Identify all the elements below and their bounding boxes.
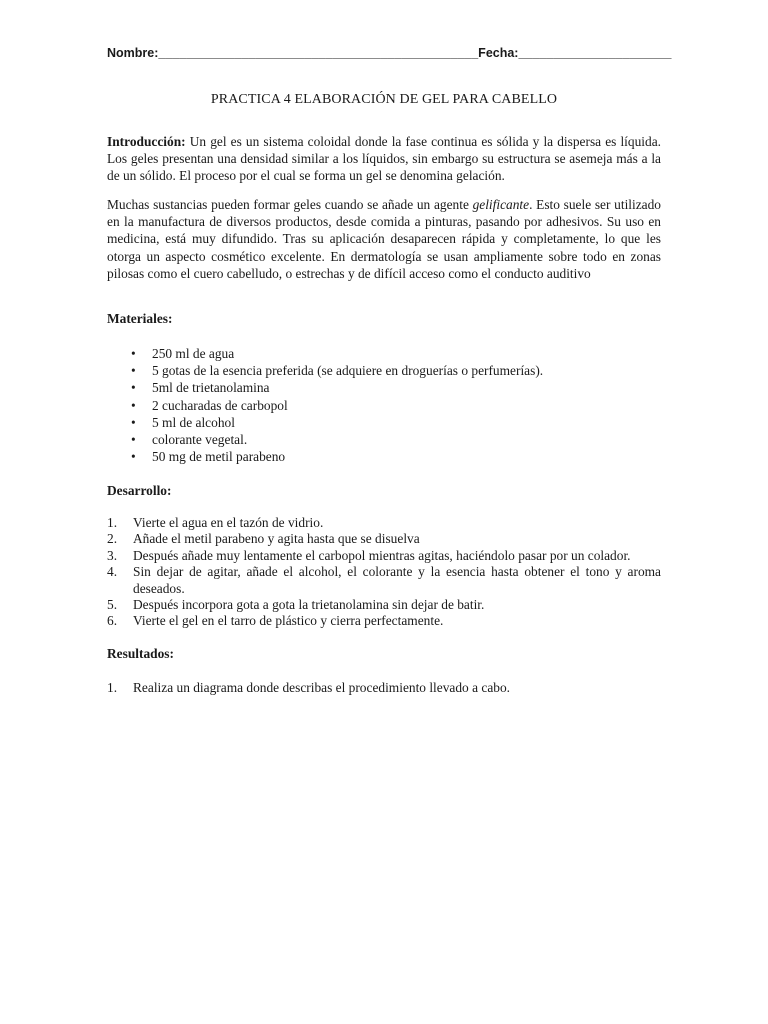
list-item (107, 613, 661, 629)
step-number: 5. (107, 597, 118, 613)
development-heading: Desarrollo: (107, 483, 172, 498)
bullet-icon: • (131, 380, 136, 396)
step-text: Después incorpora gota a gota la trietanolamina sin dejar de batir. (133, 597, 485, 613)
introduction-label: Introducción: (107, 134, 186, 149)
materials-heading: Materiales: (107, 311, 173, 326)
document-title: PRACTICA 4 ELABORACIÓN DE GEL PARA CABELLO (210, 92, 558, 107)
introduction-text: Un gel es un sistema coloidal donde la fase continua es sólida y la dispersa es líquida. Los geles presentan una densidad similar a los líquidos, sin embargo su estructura se asemeja más a la de un sólido. El proceso por el cual se forma un gel se denomina gelación. (107, 134, 661, 184)
step-number: 3. (107, 547, 118, 563)
material-text: 5ml de trietanolamina (152, 380, 270, 396)
bullet-icon: • (131, 449, 136, 465)
bullet-icon: • (131, 431, 136, 447)
list-item (107, 362, 661, 379)
development-steps-list (107, 515, 661, 630)
introduction-paragraph (107, 133, 661, 185)
bullet-icon: • (131, 397, 136, 413)
gelificante-term: gelificante (472, 197, 530, 212)
list-item (107, 379, 661, 396)
material-text: 5 gotas de la esencia preferida (se adquiere en droguerías o perfumerías). (152, 363, 544, 379)
step-number: 2. (107, 531, 118, 547)
results-heading: Resultados: (107, 646, 174, 661)
bullet-icon: • (131, 346, 136, 361)
step-number: 6. (107, 613, 118, 629)
list-item (107, 680, 661, 696)
step-number: 4. (107, 564, 118, 580)
result-number: 1. (107, 680, 118, 695)
step-text: Añade el metil parabeno y agita hasta que se disuelva (133, 531, 420, 547)
step-text: Después añade muy lentamente el carbopol mientras agitas, haciéndolo pasar por un colador. (133, 547, 631, 563)
list-item (107, 448, 661, 465)
result-text: Realiza un diagrama donde describas el procedimiento llevado a cabo. (133, 680, 511, 695)
list-item (107, 345, 661, 362)
list-item (107, 431, 661, 448)
gel-agents-paragraph (107, 196, 661, 282)
list-item (107, 564, 661, 597)
material-text: colorante vegetal. (152, 431, 248, 447)
list-item (107, 414, 661, 431)
bullet-icon: • (131, 363, 136, 379)
step-text: Sin dejar de agitar, añade el alcohol, el colorante y la esencia hasta obtener el tono y aroma deseados. (133, 564, 661, 596)
list-item (107, 397, 661, 414)
step-text: Vierte el agua en el tazón de vidrio. (133, 515, 324, 530)
bullet-icon: • (131, 414, 136, 430)
results-list (107, 680, 661, 696)
paragraph-text-end: . Esto suele ser utilizado en la manufactura de diversos productos, desde comida a pinturas, pasando por adhesivos. Su uso en medicina, está muy difundido. Tras su aplicación desaparecen rápida y completamente, lo que les otorga un aspecto cosmético excelente. En dermatología se usan ampliamente sobre todo en zonas pilosas como el cuero cabelludo, o estrechas y de difícil acceso como el conducto auditivo (107, 197, 662, 281)
list-item (107, 531, 661, 547)
list-item (107, 548, 661, 564)
list-item (107, 597, 661, 613)
material-text: 2 cucharadas de carbopol (152, 397, 288, 413)
step-number: 1. (107, 515, 118, 530)
materials-list (107, 345, 661, 465)
paragraph-text-start: Muchas sustancias pueden formar geles cuando se añade un agente (107, 197, 473, 212)
name-date-header: Nombre:______________________________________________Fecha:______________________ (107, 46, 672, 60)
material-text: 50 mg de metil parabeno (152, 449, 286, 465)
step-text: Vierte el gel en el tarro de plástico y cierra perfectamente. (133, 613, 444, 629)
material-text: 5 ml de alcohol (152, 414, 235, 430)
material-text: 250 ml de agua (152, 346, 235, 361)
list-item (107, 515, 661, 531)
